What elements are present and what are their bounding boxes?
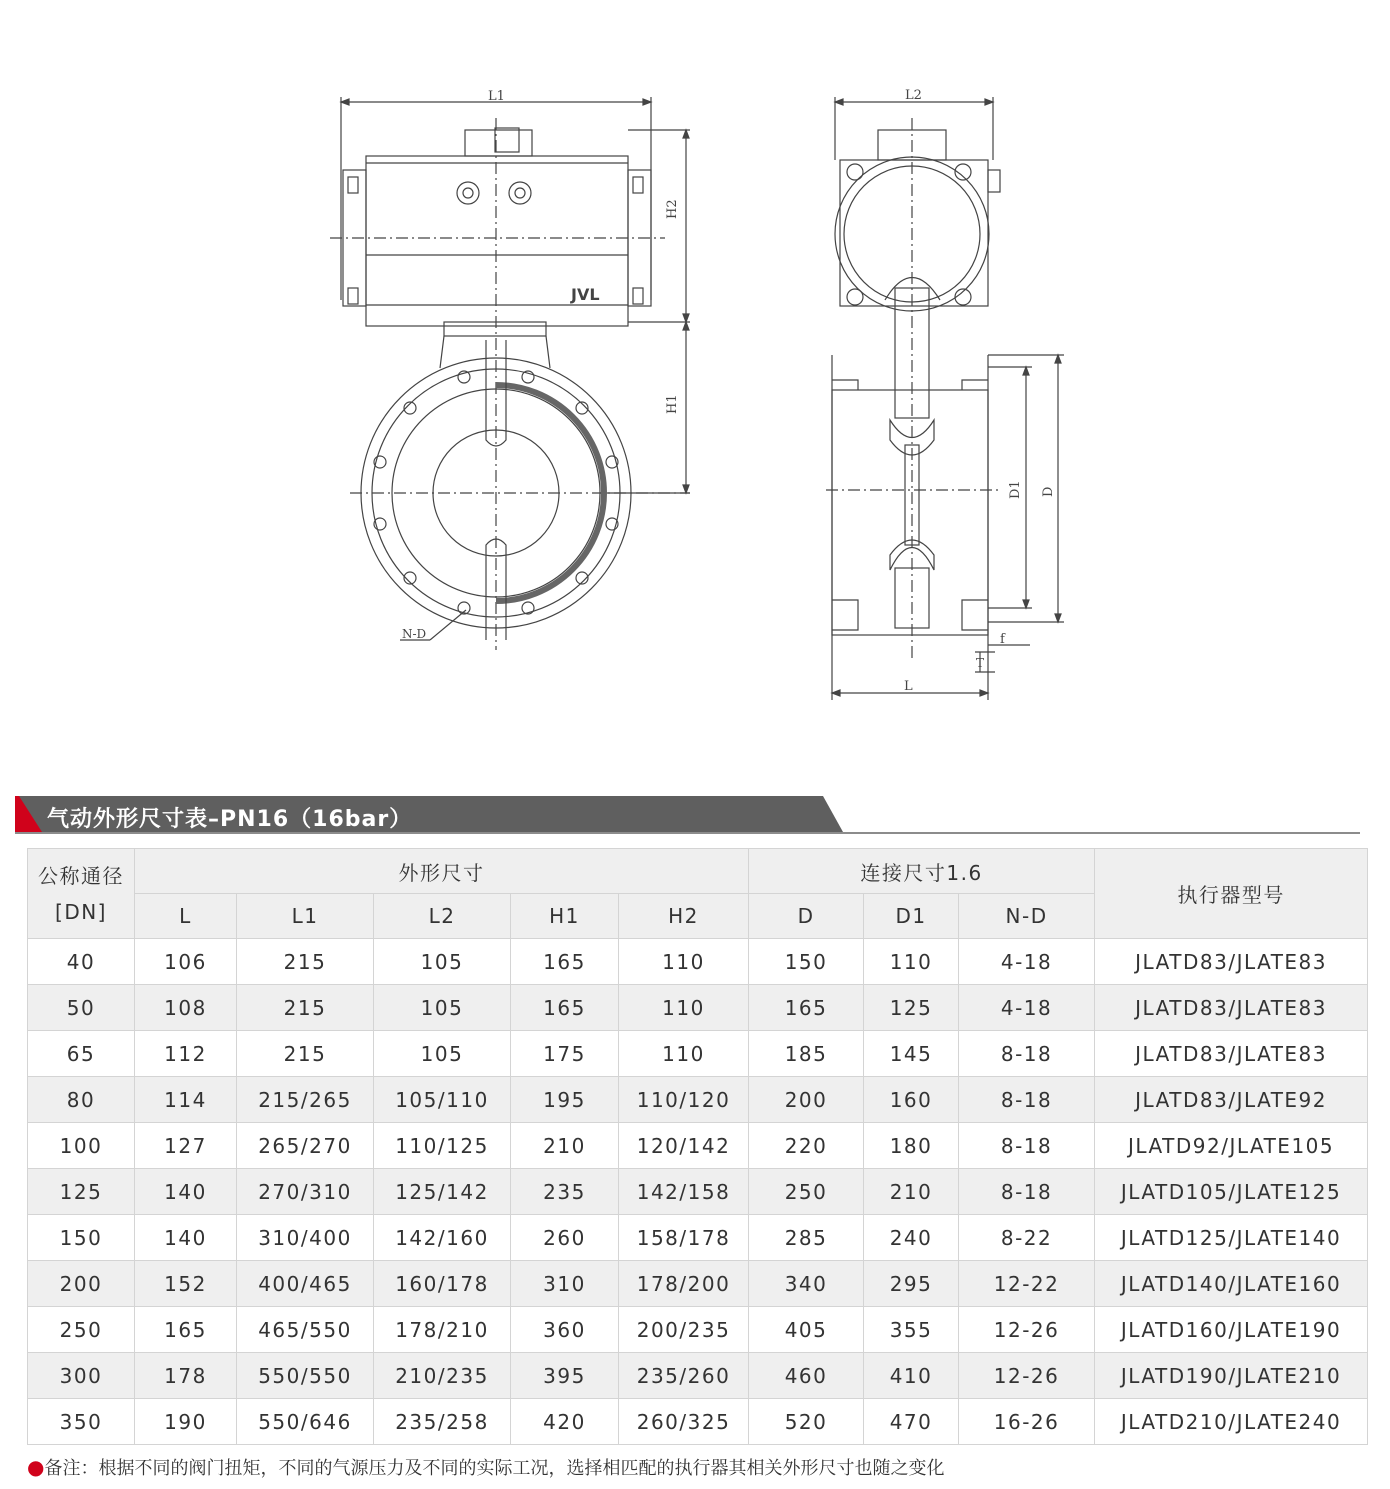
cell-dn: 40 bbox=[28, 939, 135, 985]
cell-d1: 160 bbox=[864, 1077, 959, 1123]
cell-l: 127 bbox=[135, 1123, 237, 1169]
table-row bbox=[28, 1307, 1368, 1353]
header-col-l2: L2 bbox=[374, 894, 511, 939]
table-row bbox=[28, 1031, 1368, 1077]
cell-h1: 165 bbox=[511, 939, 619, 985]
cell-l1: 400/465 bbox=[237, 1261, 374, 1307]
cell-nd: 12-22 bbox=[959, 1261, 1095, 1307]
cell-l: 190 bbox=[135, 1399, 237, 1445]
cell-d1: 470 bbox=[864, 1399, 959, 1445]
cell-l2: 110/125 bbox=[374, 1123, 511, 1169]
cell-d1: 110 bbox=[864, 939, 959, 985]
valve-drawing-svg bbox=[0, 0, 1390, 720]
note-text: 备注：根据不同的阀门扭矩，不同的气源压力及不同的实际工况，选择相匹配的执行器其相关外形尺寸也随之变化 bbox=[44, 1458, 945, 1479]
cell-actuator: JLATD83/JLATE83 bbox=[1095, 939, 1368, 985]
cell-d1: 240 bbox=[864, 1215, 959, 1261]
cell-d: 220 bbox=[749, 1123, 864, 1169]
table-row bbox=[28, 939, 1368, 985]
cell-l: 114 bbox=[135, 1077, 237, 1123]
cell-l: 112 bbox=[135, 1031, 237, 1077]
cell-h2: 200/235 bbox=[619, 1307, 749, 1353]
cell-d: 340 bbox=[749, 1261, 864, 1307]
cell-h2: 110 bbox=[619, 939, 749, 985]
cell-dn: 300 bbox=[28, 1353, 135, 1399]
cell-d: 185 bbox=[749, 1031, 864, 1077]
cell-dn: 200 bbox=[28, 1261, 135, 1307]
cell-l: 178 bbox=[135, 1353, 237, 1399]
cell-d: 165 bbox=[749, 985, 864, 1031]
cell-h1: 195 bbox=[511, 1077, 619, 1123]
table-row bbox=[28, 1261, 1368, 1307]
header-outline-group: 外形尺寸 bbox=[135, 849, 749, 894]
note-bullet-icon: ● bbox=[27, 1455, 45, 1479]
dim-label-h2: H2 bbox=[665, 199, 680, 219]
header-dn bbox=[28, 849, 135, 939]
dim-label-l1: L1 bbox=[488, 89, 505, 104]
brand-logo: JVL bbox=[571, 285, 600, 304]
cell-l1: 215 bbox=[237, 939, 374, 985]
cell-actuator: JLATD92/JLATE105 bbox=[1095, 1123, 1368, 1169]
cell-l2: 105/110 bbox=[374, 1077, 511, 1123]
footnote bbox=[27, 1454, 944, 1480]
header-dn-unit: [DN] bbox=[55, 899, 107, 924]
dim-label-nd: N-D bbox=[402, 627, 427, 641]
section-title: 气动外形尺寸表–PN16（16bar） bbox=[47, 807, 413, 832]
cell-l1: 270/310 bbox=[237, 1169, 374, 1215]
cell-l2: 105 bbox=[374, 939, 511, 985]
cell-l1: 550/646 bbox=[237, 1399, 374, 1445]
header-actuator: 执行器型号 bbox=[1095, 849, 1368, 939]
cell-l: 140 bbox=[135, 1169, 237, 1215]
cell-h2: 158/178 bbox=[619, 1215, 749, 1261]
header-col-nd: N-D bbox=[959, 894, 1095, 939]
cell-l: 106 bbox=[135, 939, 237, 985]
cell-actuator: JLATD105/JLATE125 bbox=[1095, 1169, 1368, 1215]
section-header bbox=[15, 796, 1360, 836]
cell-d1: 355 bbox=[864, 1307, 959, 1353]
cell-actuator: JLATD140/JLATE160 bbox=[1095, 1261, 1368, 1307]
dim-label-l2: L2 bbox=[905, 88, 922, 103]
cell-d1: 125 bbox=[864, 985, 959, 1031]
cell-h1: 235 bbox=[511, 1169, 619, 1215]
cell-nd: 8-18 bbox=[959, 1077, 1095, 1123]
cell-d1: 410 bbox=[864, 1353, 959, 1399]
cell-d1: 210 bbox=[864, 1169, 959, 1215]
cell-h2: 110 bbox=[619, 985, 749, 1031]
cell-d: 200 bbox=[749, 1077, 864, 1123]
cell-dn: 250 bbox=[28, 1307, 135, 1353]
cell-dn: 100 bbox=[28, 1123, 135, 1169]
cell-d: 150 bbox=[749, 939, 864, 985]
cell-dn: 150 bbox=[28, 1215, 135, 1261]
cell-h1: 360 bbox=[511, 1307, 619, 1353]
cell-d: 285 bbox=[749, 1215, 864, 1261]
header-col-l1: L1 bbox=[237, 894, 374, 939]
cell-h1: 420 bbox=[511, 1399, 619, 1445]
dim-label-t: T bbox=[976, 656, 985, 670]
cell-l2: 210/235 bbox=[374, 1353, 511, 1399]
cell-l1: 215 bbox=[237, 1031, 374, 1077]
table-row bbox=[28, 985, 1368, 1031]
header-connect-group: 连接尺寸1.6 bbox=[749, 849, 1095, 894]
cell-l2: 142/160 bbox=[374, 1215, 511, 1261]
cell-l1: 265/270 bbox=[237, 1123, 374, 1169]
cell-l1: 215/265 bbox=[237, 1077, 374, 1123]
cell-nd: 4-18 bbox=[959, 985, 1095, 1031]
cell-dn: 350 bbox=[28, 1399, 135, 1445]
table-row bbox=[28, 1215, 1368, 1261]
cell-nd: 8-18 bbox=[959, 1031, 1095, 1077]
table-row bbox=[28, 1169, 1368, 1215]
header-col-d1: D1 bbox=[864, 894, 959, 939]
cell-d1: 295 bbox=[864, 1261, 959, 1307]
cell-l: 140 bbox=[135, 1215, 237, 1261]
header-col-l: L bbox=[135, 894, 237, 939]
cell-d1: 145 bbox=[864, 1031, 959, 1077]
cell-h1: 310 bbox=[511, 1261, 619, 1307]
cell-l: 108 bbox=[135, 985, 237, 1031]
cell-actuator: JLATD160/JLATE190 bbox=[1095, 1307, 1368, 1353]
cell-l2: 235/258 bbox=[374, 1399, 511, 1445]
cell-actuator: JLATD125/JLATE140 bbox=[1095, 1215, 1368, 1261]
cell-nd: 12-26 bbox=[959, 1307, 1095, 1353]
cell-h2: 142/158 bbox=[619, 1169, 749, 1215]
cell-nd: 8-18 bbox=[959, 1123, 1095, 1169]
header-dn-label: 公称通径 bbox=[38, 863, 124, 888]
cell-actuator: JLATD83/JLATE83 bbox=[1095, 1031, 1368, 1077]
dim-label-d1: D1 bbox=[1008, 480, 1023, 499]
cell-h1: 395 bbox=[511, 1353, 619, 1399]
cell-h2: 260/325 bbox=[619, 1399, 749, 1445]
cell-l2: 105 bbox=[374, 985, 511, 1031]
cell-actuator: JLATD83/JLATE92 bbox=[1095, 1077, 1368, 1123]
dimension-table bbox=[27, 848, 1368, 1445]
table-body bbox=[28, 939, 1368, 1445]
cell-l: 165 bbox=[135, 1307, 237, 1353]
cell-d: 405 bbox=[749, 1307, 864, 1353]
cell-h1: 210 bbox=[511, 1123, 619, 1169]
header-col-h1: H1 bbox=[511, 894, 619, 939]
dim-label-d: D bbox=[1041, 486, 1056, 497]
cell-l2: 105 bbox=[374, 1031, 511, 1077]
cell-d: 460 bbox=[749, 1353, 864, 1399]
cell-l: 152 bbox=[135, 1261, 237, 1307]
cell-dn: 80 bbox=[28, 1077, 135, 1123]
cell-l1: 550/550 bbox=[237, 1353, 374, 1399]
cell-h2: 110 bbox=[619, 1031, 749, 1077]
dim-label-l: L bbox=[904, 679, 913, 694]
table-row bbox=[28, 1077, 1368, 1123]
cell-h1: 175 bbox=[511, 1031, 619, 1077]
cell-dn: 65 bbox=[28, 1031, 135, 1077]
cell-d1: 180 bbox=[864, 1123, 959, 1169]
cell-h1: 260 bbox=[511, 1215, 619, 1261]
cell-nd: 16-26 bbox=[959, 1399, 1095, 1445]
header-col-h2: H2 bbox=[619, 894, 749, 939]
cell-l1: 215 bbox=[237, 985, 374, 1031]
cell-actuator: JLATD190/JLATE210 bbox=[1095, 1353, 1368, 1399]
table-row bbox=[28, 1399, 1368, 1445]
cell-nd: 4-18 bbox=[959, 939, 1095, 985]
cell-nd: 12-26 bbox=[959, 1353, 1095, 1399]
cell-nd: 8-18 bbox=[959, 1169, 1095, 1215]
cell-l1: 465/550 bbox=[237, 1307, 374, 1353]
cell-dn: 125 bbox=[28, 1169, 135, 1215]
dim-label-f: f bbox=[1000, 632, 1005, 647]
cell-h2: 235/260 bbox=[619, 1353, 749, 1399]
cell-l2: 125/142 bbox=[374, 1169, 511, 1215]
valve-drawing bbox=[0, 0, 1390, 720]
cell-h2: 178/200 bbox=[619, 1261, 749, 1307]
cell-actuator: JLATD210/JLATE240 bbox=[1095, 1399, 1368, 1445]
cell-actuator: JLATD83/JLATE83 bbox=[1095, 985, 1368, 1031]
cell-dn: 50 bbox=[28, 985, 135, 1031]
cell-h2: 120/142 bbox=[619, 1123, 749, 1169]
table-row bbox=[28, 1353, 1368, 1399]
cell-l2: 160/178 bbox=[374, 1261, 511, 1307]
cell-nd: 8-22 bbox=[959, 1215, 1095, 1261]
cell-h2: 110/120 bbox=[619, 1077, 749, 1123]
cell-d: 250 bbox=[749, 1169, 864, 1215]
cell-d: 520 bbox=[749, 1399, 864, 1445]
cell-h1: 165 bbox=[511, 985, 619, 1031]
dim-label-h1: H1 bbox=[665, 394, 680, 414]
header-col-d: D bbox=[749, 894, 864, 939]
cell-l1: 310/400 bbox=[237, 1215, 374, 1261]
table-row bbox=[28, 1123, 1368, 1169]
cell-l2: 178/210 bbox=[374, 1307, 511, 1353]
